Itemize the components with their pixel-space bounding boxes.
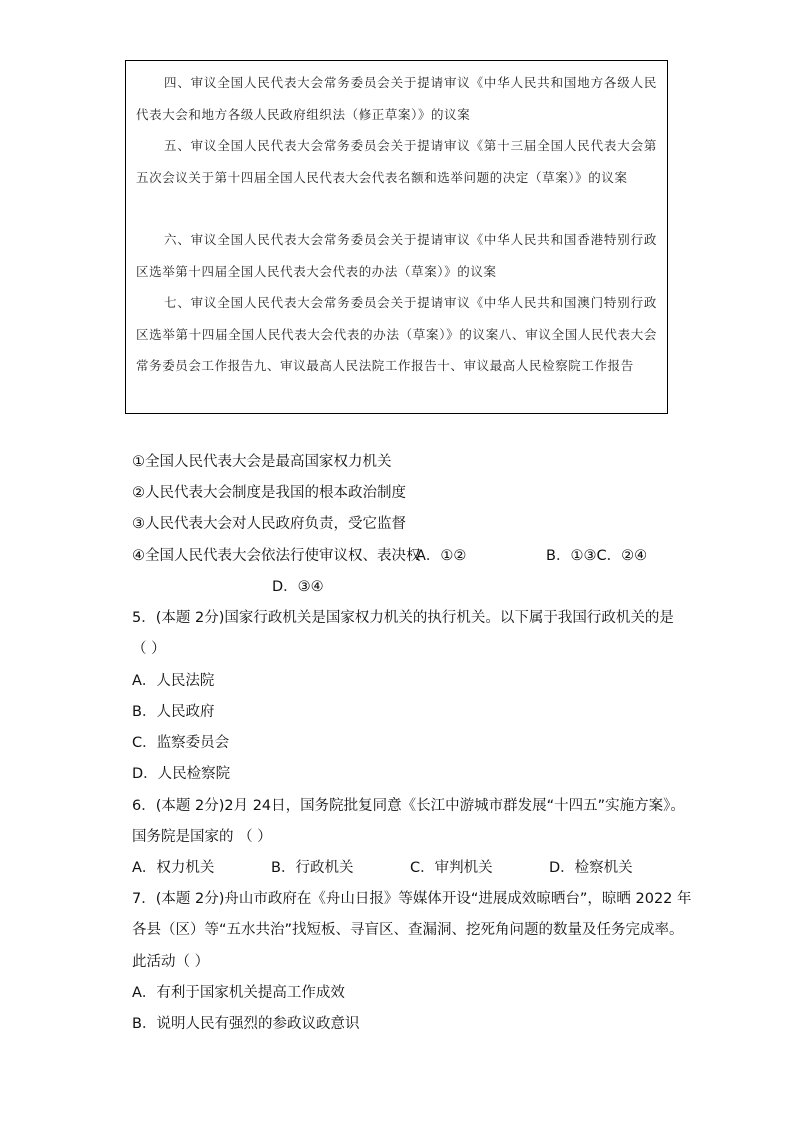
q7-option-b: B．说明人民有强烈的参政议政意识 <box>132 1016 360 1032</box>
q6-option-a: A．权力机关 <box>132 860 215 876</box>
agenda-item-6: 六、审议全国人民代表大会常务委员会关于提请审议《中华人民共和国香港特别行政区选举第十四届全国人民代表大会代表的办法（草案）》的议案 <box>136 232 657 279</box>
q4-choice-a: A．①② <box>416 548 467 564</box>
q7-option-a: A．有利于国家机关提高工作成效 <box>132 985 345 1001</box>
q4-option-2: ②人民代表大会制度是我国的根本政治制度 <box>132 485 406 501</box>
q6-option-c: C．审判机关 <box>410 860 493 876</box>
q5-option-a: A．人民法院 <box>132 673 215 689</box>
q5-option-c: C．监察委员会 <box>132 735 230 751</box>
q7-stem-line3: 此活动（ ） <box>132 954 210 970</box>
q7-stem-line1: 7．(本题 2分)舟山市政府在《舟山日报》等媒体开设“进展成效晾晒台”，晾晒 2022 年 <box>132 891 692 907</box>
q4-option-4: ④全国人民代表大会依法行使审议权、表决权 <box>132 548 421 564</box>
q4-option-1: ①全国人民代表大会是最高国家权力机关 <box>132 454 392 470</box>
q6-option-b: B．行政机关 <box>271 860 354 876</box>
agenda-item-4: 四、审议全国人民代表大会常务委员会关于提请审议《中华人民共和国地方各级人民代表大会和地方各级人民政府组织法（修正草案）》的议案 <box>136 75 657 122</box>
q4-option-3: ③人民代表大会对人民政府负责，受它监督 <box>132 516 406 532</box>
agenda-item-5: 五、审议全国人民代表大会常务委员会关于提请审议《第十三届全国人民代表大会第五次会议关于第十四届全国人民代表大会代表名额和选举问题的决定（草案）》的议案 <box>136 138 657 185</box>
q6-stem-line1: 6．(本题 2分)2月 24日，国务院批复同意《长江中游城市群发展“十四五”实施方案》。 <box>132 798 685 814</box>
q4-choice-bc: B．①③C．②④ <box>546 548 648 564</box>
q4-choice-d: D．③④ <box>272 579 324 595</box>
agenda-item-7: 七、审议全国人民代表大会常务委员会关于提请审议《中华人民共和国澳门特别行政区选举第十四届全国人民代表大会代表的办法（草案）》的议案八、审议全国人民代表大会常务委员会工作报告九、审议最高人民法院工作报告十、审议最高人民检察院工作报告 <box>136 295 657 373</box>
q7-stem-line2: 各县（区）等“五水共治”找短板、寻盲区、查漏洞、挖死角问题的数量及任务完成率。 <box>132 922 684 938</box>
q5-option-b: B．人民政府 <box>132 704 215 720</box>
q6-stem-line2: 国务院是国家的 （ ） <box>132 829 272 845</box>
agenda-box <box>125 60 668 414</box>
q5-paren: （ ） <box>132 641 166 657</box>
q5-option-d: D．人民检察院 <box>132 766 231 782</box>
q6-option-d: D．检察机关 <box>549 860 633 876</box>
q5-stem: 5．(本题 2分)国家行政机关是国家权力机关的执行机关。以下属于我国行政机关的是 <box>132 610 674 626</box>
